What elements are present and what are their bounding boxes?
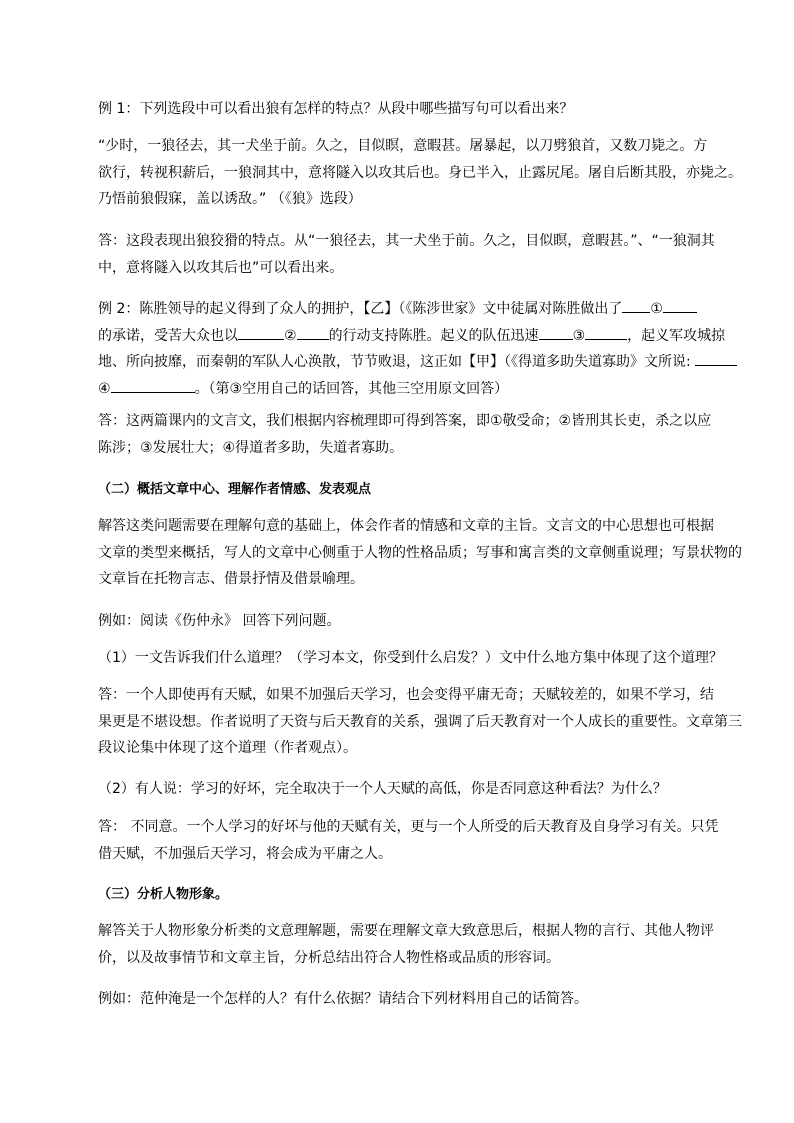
text-line: 陈涉；③发展壮大；④得道者多助，失道者寡助。 xyxy=(98,439,404,456)
text-line: 段议论集中体现了这个道理（作者观点）。 xyxy=(98,740,357,756)
fill-blank xyxy=(585,324,627,340)
text-line xyxy=(98,376,726,403)
text-line xyxy=(98,323,726,350)
answer-2 xyxy=(98,408,726,461)
blank-number: ① xyxy=(650,301,663,317)
blank-number: ② xyxy=(284,327,297,344)
text-line: 例如：范仲淹是一个怎样的人？有什么依据？请结合下列材料用自己的话简答。 xyxy=(98,991,588,1007)
fill-blank xyxy=(622,297,650,313)
text-line: 价，以及故事情节和文章主旨，分析总结出符合人物性格或品质的形容词。 xyxy=(98,949,560,966)
text-line: 答：这两篇课内的文言文，我们根据内容梳理即可得到答案，即①敬受命；②皆刑其长吏，杀之以应 xyxy=(98,413,712,429)
text-fragment: 例 2：陈胜领导的起义得到了众人的拥护，【乙】（《陈涉世家》文中徒属对陈胜做出了 xyxy=(98,301,623,317)
example-prompt xyxy=(98,608,726,635)
fill-blank xyxy=(539,324,573,340)
text-line: 答：一个人即使再有天赋，如果不加强后天学习，也会变得平庸无奇；天赋较差的，如果不学习，结 xyxy=(98,687,714,703)
text-line: 例 1：下列选段中可以看出狼有怎样的特点？从段中哪些描写句可以看出来？ xyxy=(98,101,574,117)
quoted-passage xyxy=(98,133,742,213)
example-prompt-3 xyxy=(98,986,726,1013)
text-line xyxy=(98,349,726,376)
fill-blank xyxy=(695,350,737,366)
answer-1 xyxy=(98,228,726,281)
section-heading-text: （二）概括文章中心、理解作者情感、发表观点 xyxy=(98,482,372,497)
text-line xyxy=(98,296,726,323)
section-2-intro xyxy=(98,513,742,593)
example-1-question xyxy=(98,96,726,123)
answer-q1 xyxy=(98,682,742,762)
answer-q2 xyxy=(98,814,726,867)
text-line: 文章旨在托物言志、借景抒情及借景喻理。 xyxy=(98,571,364,587)
question-1 xyxy=(98,645,726,672)
text-line: “少时，一狼径去，其一犬坐于前。久之，目似瞑，意暇甚。屠暴起，以刀劈狼首，又数刀毙之。方 xyxy=(98,138,708,154)
text-line: 答：这段表现出狼狡猾的特点。从“一狼径去，其一犬坐于前。久之，目似瞑，意暇甚。”、“一狼洞其 xyxy=(98,233,715,249)
text-line: 果更是不堪设想。作者说明了天资与后天教育的关系，强调了后天教育对一个人成长的重要性。文章第三 xyxy=(98,713,742,730)
text-fragment: ，起义军攻城掠 xyxy=(627,327,726,344)
text-line: 中，意将隧入以攻其后也”可以看出来。 xyxy=(98,259,344,276)
fill-blank xyxy=(238,324,284,340)
example-2-question xyxy=(98,296,726,402)
text-line: 借天赋，不加强后天学习，将会成为平庸之人。 xyxy=(98,845,392,862)
text-line: 解答这类问题需要在理解句意的基础上，体会作者的情感和文章的主旨。文言文的中心思想也可根据 xyxy=(98,518,714,534)
text-line: （1）一文告诉我们什么道理？（学习本文，你受到什么启发？）文中什么地方集中体现了这个道理？ xyxy=(98,650,723,666)
section-heading-2 xyxy=(98,477,726,504)
blank-number: ③ xyxy=(572,327,586,344)
question-2 xyxy=(98,776,726,803)
section-heading-text: （三）分析人物形象。 xyxy=(98,887,229,902)
text-line: 乃悟前狼假寐，盖以诱敌。” （《狼》选段） xyxy=(98,191,362,207)
blank-number: ④ xyxy=(98,380,111,397)
text-fragment: 的行动支持陈胜。起义的队伍迅速 xyxy=(328,327,539,344)
text-fragment: 的承诺，受苦大众也以 xyxy=(98,327,238,344)
text-line: 答： 不同意。一个人学习的好坏与他的天赋有关，更与一个人所受的后天教育及自身学习有关。只凭 xyxy=(98,819,719,835)
section-3-intro xyxy=(98,918,726,971)
text-line: （2）有人说：学习的好坏，完全取决于一个人天赋的高低，你是否同意这种看法？为什么？ xyxy=(98,781,667,797)
fill-blank xyxy=(663,297,697,313)
text-line: 解答关于人物形象分析类的文意理解题，需要在理解文章大致意思后，根据人物的言行、其他人物评 xyxy=(98,923,714,939)
fill-blank xyxy=(111,377,195,393)
text-line: 文章的类型来概括，写人的文章中心侧重于人物的性格品质；写事和寓言类的文章侧重说理；写景状物的 xyxy=(98,544,742,561)
text-fragment: 地、所向披靡，而秦朝的军队人心涣散，节节败退，这正如【甲】（《得道多助失道寡助》文所说: xyxy=(98,354,691,370)
section-heading-3 xyxy=(98,882,726,909)
text-fragment: 。（第③空用自己的话回答，其他三空用原文回答） xyxy=(194,380,509,397)
text-line: 例如：阅读《伤仲永》 回答下列问题。 xyxy=(98,613,341,629)
fill-blank xyxy=(297,324,329,340)
text-line: 欲行，转视积薪后，一狼洞其中，意将隧入以攻其后也。身已半入，止露尻尾。屠自后断其股，亦毙之。 xyxy=(98,164,742,181)
